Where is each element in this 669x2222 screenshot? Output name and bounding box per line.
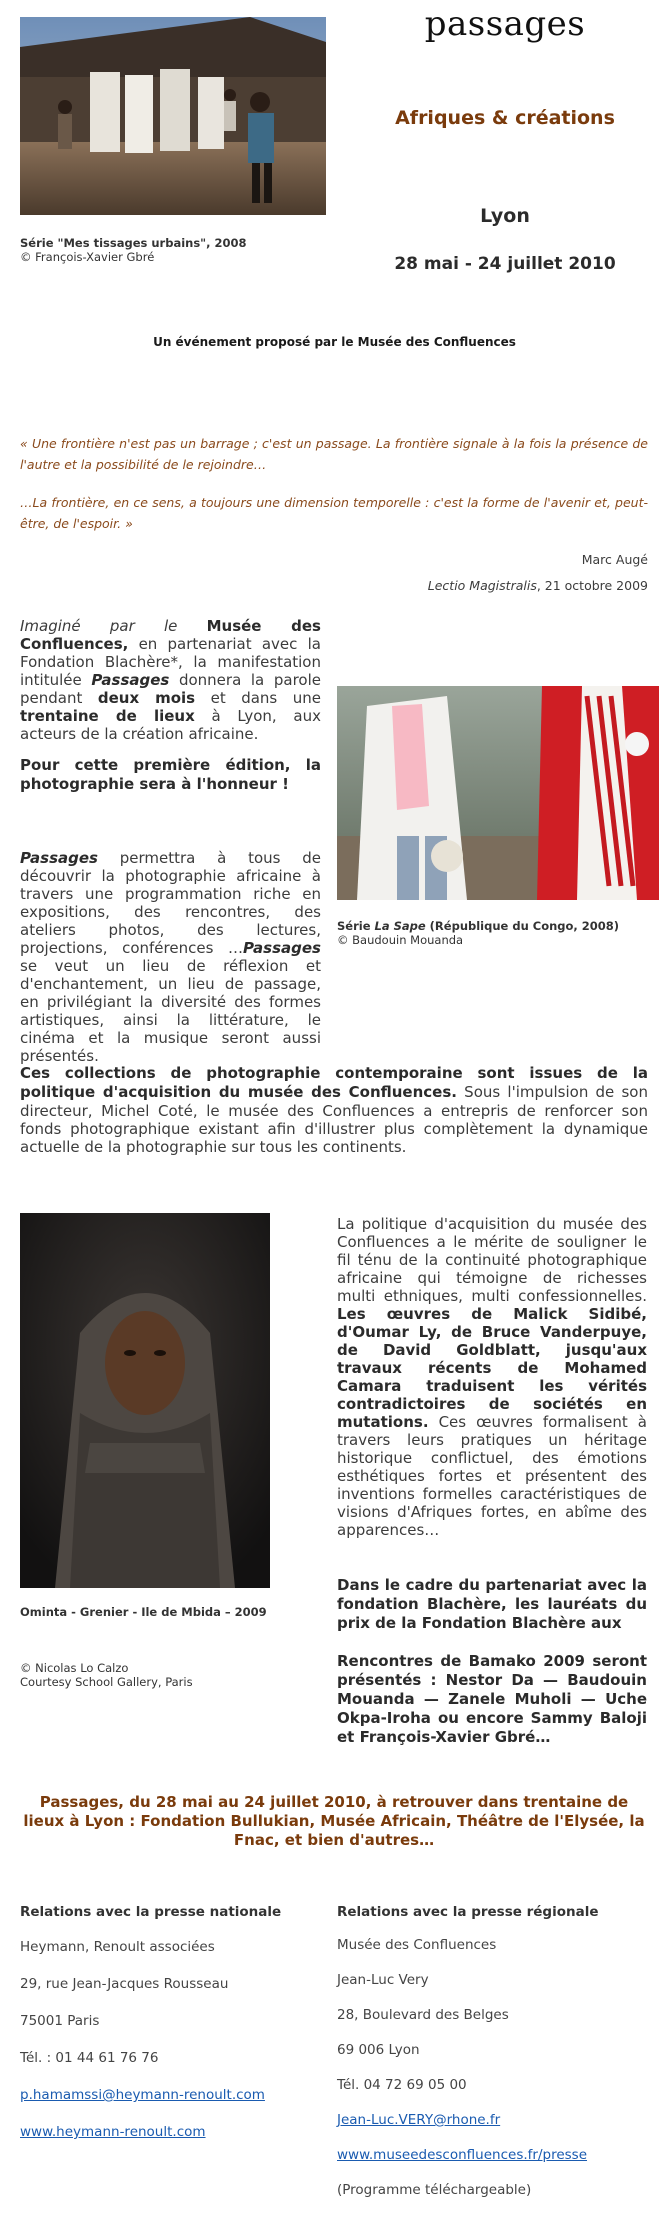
quote-source-title: Lectio Magistralis — [427, 578, 537, 593]
intro-passages: Passages — [91, 671, 170, 689]
event-summary-highlight: Passages, du 28 mai au 24 juillet 2010, à retrouver dans trentaine de lieux à Lyon : Fondation Bullukian, Musée Africain, Théâtre de l'Elysée, la Fnac, et bien d'autres… — [23, 1793, 645, 1849]
quote-author: Marc Augé — [581, 552, 648, 567]
passages-logo: passages — [424, 4, 586, 44]
quote-source-date: , 21 octobre 2009 — [536, 578, 648, 593]
press-national-address: 29, rue Jean-Jacques Rousseau — [20, 1976, 229, 1992]
collections-text: Sous l'impulsion de son directeur, Michel Coté, le musée des Confluences a entrepris de renforcer son fonds photographique existant afin d'illustrer plus complètement la dynamique actuelle de la photographie sur tous les continents. — [20, 1083, 648, 1156]
intro-venues: trentaine de lieux — [20, 707, 195, 725]
urban-weaving-photo — [20, 17, 326, 215]
quote-paragraph-1: « Une frontière n'est pas un barrage ; c'est un passage. La frontière signale à la fois la présence de l'autre et la possibilité de le rejoindre… — [20, 436, 648, 472]
photo1-credit: © François-Xavier Gbré — [20, 250, 155, 264]
press-regional-heading: Relations avec la presse régionale — [337, 1904, 599, 1920]
press-regional-website-link[interactable]: www.museedesconfluences.fr/presse — [337, 2147, 588, 2163]
intro-text-1: Imaginé par le — [20, 617, 207, 635]
intro-text-5: à Lyon, aux acteurs de la création africaine. — [20, 707, 321, 743]
press-national-phone: Tél. : 01 44 61 76 76 — [20, 2050, 159, 2066]
press-regional-contact: Jean-Luc Very — [337, 1972, 429, 1988]
press-regional-block — [337, 1904, 657, 2198]
press-regional-address: 28, Boulevard des Belges — [337, 2007, 509, 2023]
passages-description — [20, 849, 321, 1065]
photo3-credit-gallery: Courtesy School Gallery, Paris — [20, 1675, 193, 1689]
acquisition-paragraph — [337, 1215, 647, 1539]
press-national-heading: Relations avec la presse nationale — [20, 1904, 282, 1920]
event-dates: 28 mai - 24 juillet 2010 — [394, 254, 616, 274]
acquisition-artists: Les œuvres de Malick Sidibé, d'Oumar Ly, de Bruce Vanderpuye, de David Goldblatt, jusqu'aux travaux récents de Mohamed Camara traduisent les vérités contradictoires de sociétés en mutations. — [337, 1305, 647, 1431]
intro-text-3: donnera la parole pendant — [20, 671, 321, 707]
press-national-city: 75001 Paris — [20, 2013, 100, 2029]
press-regional-note: (Programme téléchargeable) — [337, 2182, 532, 2198]
partnership-paragraph-1: Dans le cadre du partenariat avec la fondation Blachère, les lauréats du prix de la Fondation Blachère aux — [337, 1576, 647, 1632]
press-regional-phone: Tél. 04 72 69 05 00 — [337, 2077, 467, 2093]
la-sape-photo — [337, 686, 659, 900]
photo2-caption-title: La Sape — [374, 919, 426, 933]
photo2-credit: © Baudouin Mouanda — [337, 933, 464, 947]
intro-paragraph — [20, 617, 321, 743]
press-national-website-link[interactable]: www.heymann-renoult.com — [20, 2124, 206, 2140]
acquisition-text-1: La politique d'acquisition du musée des Confluences a le mérite de souligner le fil ténu de la continuité photographique africaine qui témoigne de richesses multi ethniques, multi confessionnelles. — [337, 1215, 647, 1305]
photo2-caption — [337, 919, 659, 947]
photo3-caption-title: Ominta - Grenier - Ile de Mbida – 2009 — [20, 1605, 267, 1619]
passages-name-2: Passages — [243, 939, 321, 957]
press-regional-city: 69 006 Lyon — [337, 2042, 420, 2058]
intro-text-2: en partenariat avec la Fondation Blachère*, la manifestation intitulée — [20, 635, 321, 689]
quote-paragraph-2: …La frontière, en ce sens, a toujours une dimension temporelle : c'est la forme de l'avenir et, peut-être, de l'espoir. » — [20, 495, 648, 531]
photo1-caption-title: Série "Mes tissages urbains", 2008 — [20, 236, 247, 250]
press-national-email-link[interactable]: p.hamamssi@heymann-renoult.com — [20, 2087, 265, 2103]
passages-text-2: se veut un lieu de réflexion et d'enchantement, un lieu de passage, en privilégiant la diversité des formes artistiques, ainsi la littérature, le cinéma et la musique seront aussi présentés. — [20, 957, 321, 1065]
press-national-block — [20, 1904, 320, 2140]
photo2-caption-prefix: Série — [337, 919, 375, 933]
press-regional-email-link[interactable]: Jean-Luc.VERY@rhone.fr — [337, 2112, 501, 2128]
page-subtitle: Afriques & créations — [395, 107, 615, 129]
event-city: Lyon — [480, 205, 530, 227]
photo1-caption — [20, 236, 330, 264]
photo3-credit-photographer: © Nicolas Lo Calzo — [20, 1661, 129, 1675]
photo3-caption — [20, 1605, 280, 1619]
press-national-company: Heymann, Renoult associées — [20, 1939, 215, 1955]
first-edition-heading: Pour cette première édition, la photographie sera à l'honneur ! — [20, 756, 321, 793]
intro-text-4: et dans une — [195, 689, 321, 707]
quote-source — [20, 576, 648, 596]
ominta-portrait-photo — [20, 1213, 270, 1588]
partnership-paragraph-2: Rencontres de Bamako 2009 seront présentés : Nestor Da — Baudouin Mouanda — Zanele Muholi — Uche Okpa-Iroha ou encore Sammy Baloji et François-Xavier Gbré… — [337, 1652, 647, 1746]
passages-name-1: Passages — [20, 849, 98, 867]
photo2-caption-suffix: (République du Congo, 2008) — [425, 919, 620, 933]
intro-duration: deux mois — [97, 689, 196, 707]
collections-paragraph — [20, 1064, 648, 1156]
photo3-credits — [20, 1661, 280, 1689]
press-regional-org: Musée des Confluences — [337, 1937, 497, 1953]
acquisition-text-2: Ces œuvres formalisent à travers leurs pratiques un héritage historique conflictuel, des émotions esthétiques fortes et présentent des inventions formelles caractéristiques de visions d'Afriques fortes, en abîme des apparences… — [337, 1413, 647, 1539]
passages-text-1: permettra à tous de découvrir la photographie africaine à travers une programmation riche en expositions, des rencontres, des ateliers photos, des lectures, projections, conférences … — [20, 849, 321, 957]
intro-museum-name: Musée des Confluences, — [20, 617, 321, 653]
collections-headline: Ces collections de photographie contemporaine sont issues de la politique d'acquisition du musée des Confluences. — [20, 1064, 648, 1101]
event-organizer-line: Un événement proposé par le Musée des Confluences — [153, 335, 516, 349]
